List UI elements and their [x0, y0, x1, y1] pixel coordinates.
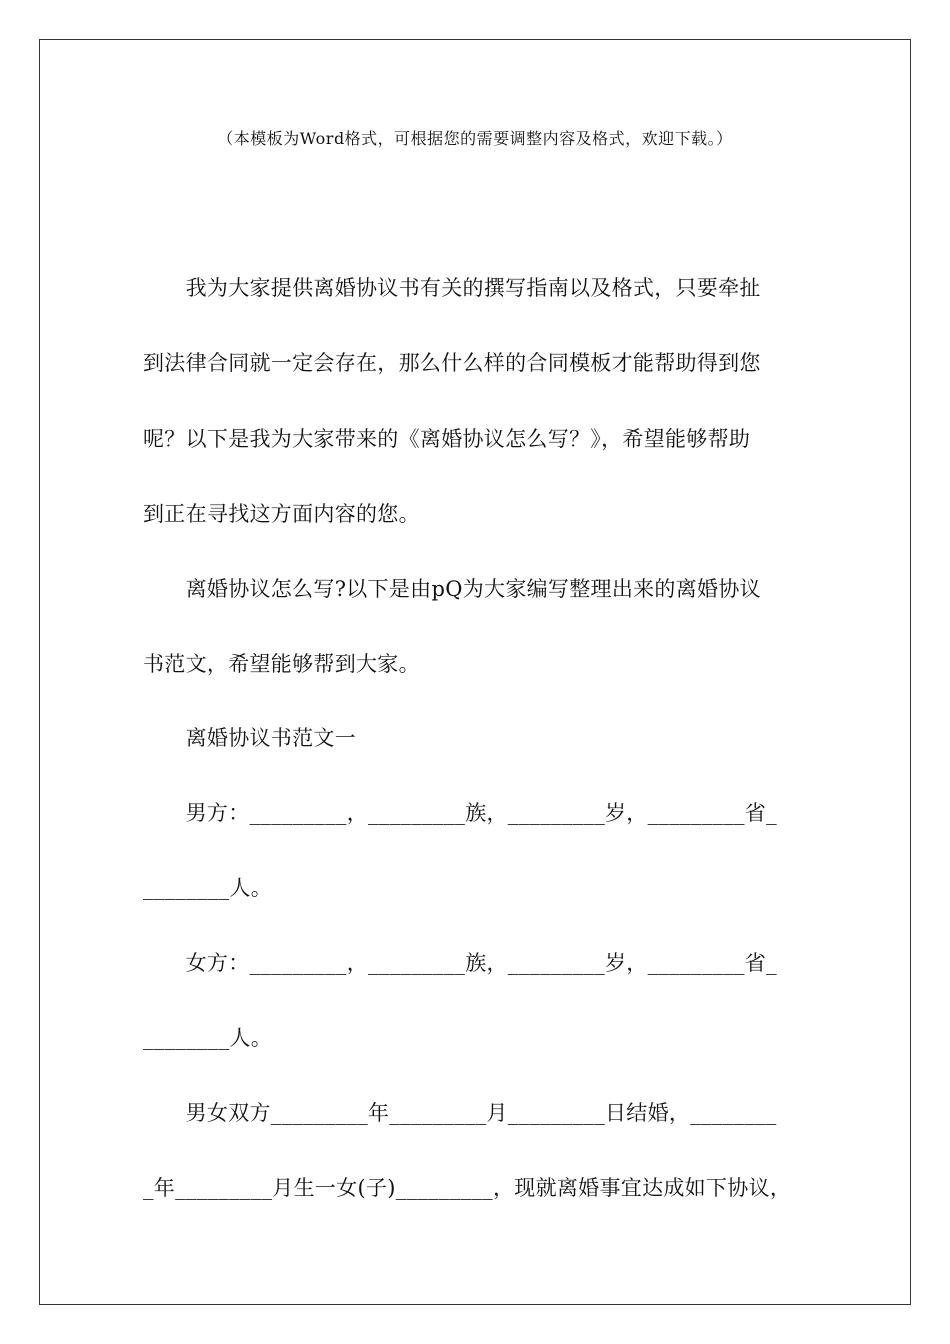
- male-party-line-2: ________人。: [143, 876, 272, 900]
- summary-line-2: 书范文，希望能够帮到大家。: [143, 652, 420, 676]
- template-note: （本模板为Word格式，可根据您的需要调整内容及格式，欢迎下载。）: [217, 129, 733, 148]
- summary-line-1: 离婚协议怎么写?以下是由pQ为大家编写整理出来的离婚协议: [143, 577, 761, 601]
- intro-line-4: 到正在寻找这方面内容的您。: [143, 502, 420, 526]
- female-party-line-1: 女方：_________，_________族，_________岁，_________省_: [143, 951, 777, 975]
- marriage-line-1: 男女双方_________年_________月_________日结婚，________: [143, 1101, 777, 1125]
- male-party-line-1: 男方：_________，_________族，_________岁，_________省_: [143, 801, 777, 825]
- section-heading: 离婚协议书范文一: [143, 726, 356, 750]
- female-party-line-2: ________人。: [143, 1026, 272, 1050]
- intro-line-3: 呢？以下是我为大家带来的《离婚协议怎么写？》，希望能够帮助: [143, 427, 751, 451]
- marriage-line-2: _年_________月生一女(子)_________，现就离婚事宜达成如下协议，: [143, 1176, 792, 1200]
- intro-line-1: 我为大家提供离婚协议书有关的撰写指南以及格式，只要牵扯: [143, 276, 761, 300]
- intro-line-2: 到法律合同就一定会存在，那么什么样的合同模板才能帮助得到您: [143, 351, 761, 375]
